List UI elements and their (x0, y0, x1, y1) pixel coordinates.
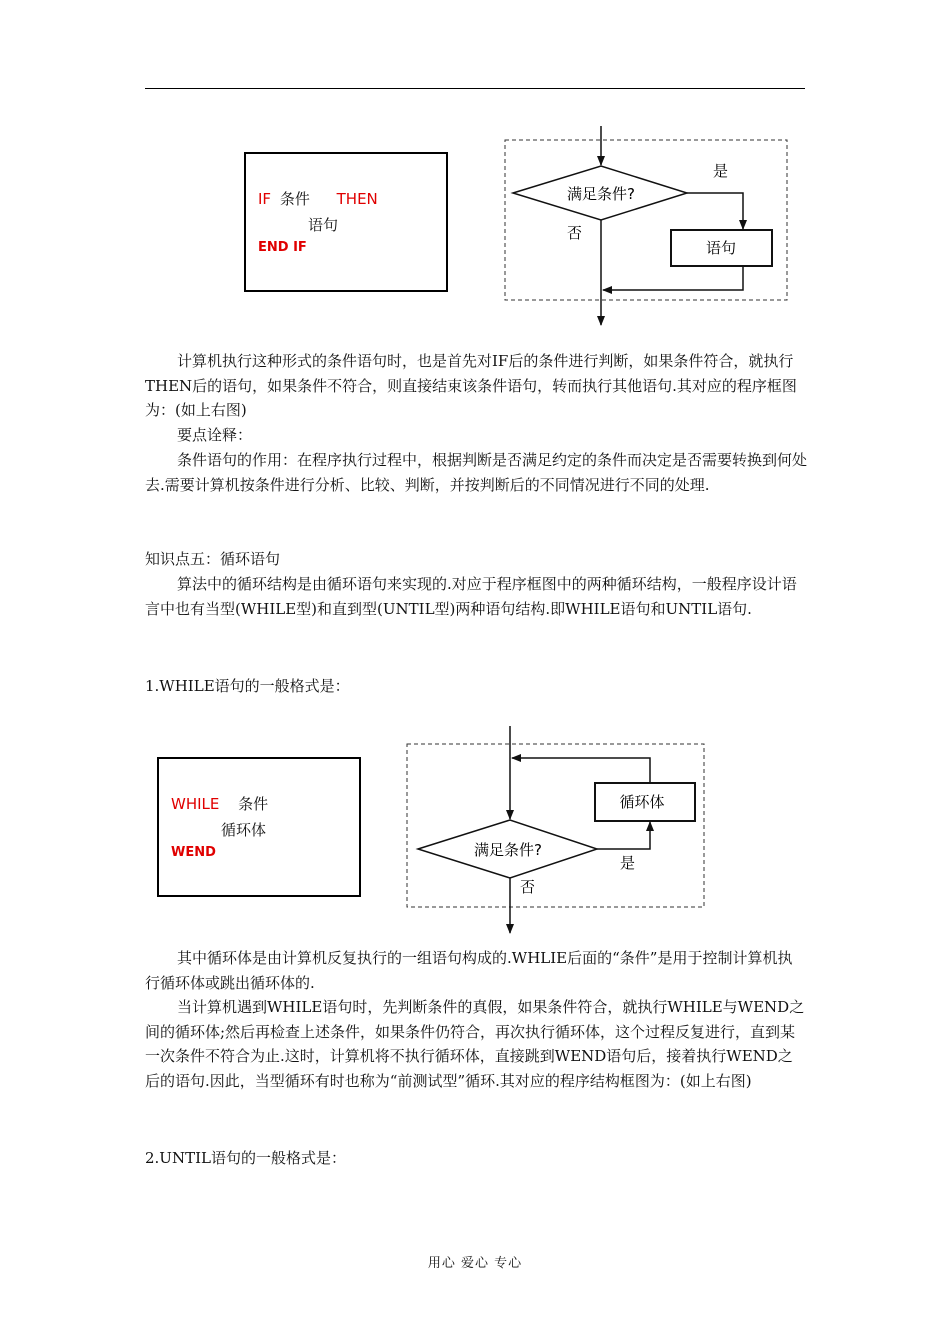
if-keyword: IF (258, 190, 272, 208)
if-flow-yes-label: 是 (713, 162, 729, 180)
header-rule (145, 88, 805, 89)
while-flow-dashed-frame (407, 744, 704, 907)
if-code-box (244, 152, 448, 292)
paragraph-if-purpose: 条件语句的作用：在程序执行过程中，根据判断是否满足约定的条件而决定是否需要转换到何处去.需要计算机按条件进行分析、比较、判断，并按判断后的不同情况进行不同的处理. (145, 451, 808, 494)
heading-until-format: 2.UNTIL语句的一般格式是： (145, 1149, 346, 1167)
while-code-box (157, 757, 361, 897)
then-keyword: THEN (336, 190, 378, 208)
if-flow-dashed-frame (505, 140, 787, 300)
if-statement: 语句 (308, 216, 339, 234)
while-loop-body: 循环体 (221, 821, 267, 839)
paragraph-while-execution: 当计算机遇到WHILE语句时，先判断条件的真假，如果条件符合，就执行WHILE与WEND之间的循环体;然后再检查上述条件，如果条件仍符合，再次执行循环体，这个过程反复进行，直到某一次条件不符合为止.这时，计算机将不执行循环体，直接跳到WEND语句后，接着执行WEND之后的语句.因此，当型循环有时也称为“前测试型”循环.其对应的程序结构框图为：(如上右图) (145, 998, 805, 1090)
while-flow-body-label: 循环体 (619, 793, 665, 811)
page-footer: 用心 爱心 专心 (427, 1256, 523, 1271)
if-flow-merge-arrow (603, 266, 743, 290)
if-flowchart (495, 120, 795, 330)
if-condition: 条件 (279, 190, 310, 208)
paragraph-if-explanation: 计算机执行这种形式的条件语句时，也是首先对IF后的条件进行判断，如果条件符合，就执行THEN后的语句，如果条件不符合，则直接结束该条件语句，转而执行其他语句.其对应的程序框图为：(如上右图) (145, 352, 797, 419)
paragraph-while-body: 其中循环体是由计算机反复执行的一组语句构成的.WHLIE后面的“条件”是用于控制计算机执行循环体或跳出循环体的. (145, 949, 793, 992)
if-flow-decision-label: 满足条件? (567, 185, 635, 203)
if-flow-no-label: 否 (567, 224, 583, 242)
while-flowchart (400, 720, 710, 935)
if-flow-statement-label: 语句 (705, 239, 737, 257)
while-flow-loop-back-arrow (512, 758, 650, 783)
heading-knowledge-point-5: 知识点五：循环语句 (145, 550, 281, 568)
while-flow-no-label: 否 (520, 878, 536, 896)
while-flow-yes-label: 是 (620, 854, 636, 872)
while-keyword: WHILE (171, 795, 220, 813)
wend-keyword: WEND (171, 845, 216, 860)
paragraph-key-points: 要点诠释： (177, 426, 253, 444)
while-condition: 条件 (238, 795, 269, 813)
heading-while-format: 1.WHILE语句的一般格式是： (145, 677, 350, 695)
if-flow-yes-arrow (687, 193, 743, 229)
paragraph-loop-intro: 算法中的循环结构是由循环语句来实现的.对应于程序框图中的两种循环结构，一般程序设计语言中也有当型(WHILE型)和直到型(UNTIL型)两种语句结构.即WHILE语句和UNTIL语句. (145, 575, 797, 618)
while-flow-yes-arrow (597, 822, 650, 849)
while-flow-decision-label: 满足条件? (474, 841, 542, 859)
end-if-keyword: END IF (258, 240, 307, 255)
